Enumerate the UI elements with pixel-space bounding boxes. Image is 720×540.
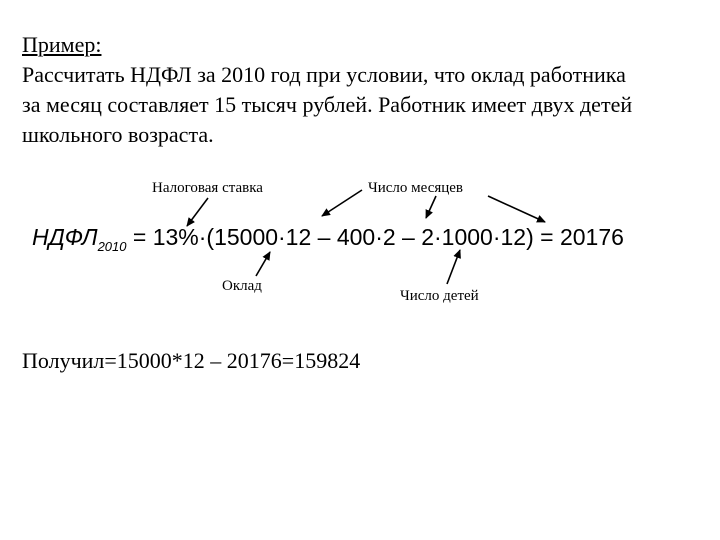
formula-year-subscript: 2010 bbox=[97, 239, 127, 254]
label-salary: Оклад bbox=[222, 278, 262, 294]
result-line: Получил=15000*12 – 20176=159824 bbox=[22, 348, 361, 373]
label-months: Число месяцев bbox=[368, 180, 464, 196]
formula-lhs: НДФЛ bbox=[32, 224, 98, 250]
label-children: Число детей bbox=[400, 288, 479, 304]
arrow-months-right bbox=[488, 196, 545, 222]
arrow-months-mid bbox=[426, 196, 436, 218]
arrow-months-left bbox=[322, 190, 362, 216]
label-tax-rate: Налоговая ставка bbox=[152, 180, 263, 196]
problem-line: Рассчитать НДФЛ за 2010 год при условии, что оклад работника bbox=[22, 62, 626, 87]
problem-line: школьного возраста. bbox=[22, 122, 214, 147]
example-heading: Пример: bbox=[22, 32, 102, 57]
tax-formula bbox=[32, 222, 624, 262]
problem-line: за месяц составляет 15 тысяч рублей. Работник имеет двух детей bbox=[22, 92, 633, 117]
formula-rhs: = 13%·(15000·12 – 400·2 – 2·1000·12) = 20176 bbox=[132, 224, 624, 250]
